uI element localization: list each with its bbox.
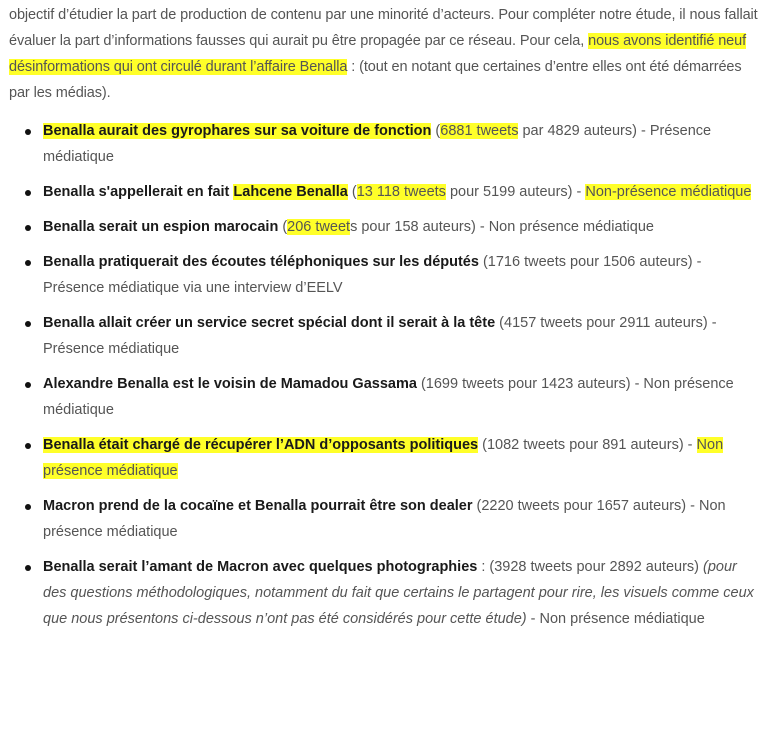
list-item [9,249,764,301]
item-title: Benalla pratiquerait des écoutes téléphoniques sur les députés [43,254,479,270]
item-title: Macron prend de la cocaïne et Benalla pourrait être son dealer [43,498,473,514]
item-tweets: 6881 tweets [440,123,519,139]
item-title: Benalla était chargé de récupérer l’ADN d’opposants politiques [43,437,479,453]
list-item [9,371,764,423]
item-details: pour 5199 auteurs) - [445,184,586,200]
item-details: (4157 tweets pour 2911 auteurs) - Présence médiatique [43,315,717,357]
item-media: Présence médiatique [43,123,712,165]
item-details: : (3928 tweets pour 2892 auteurs) [477,559,704,575]
item-details: pour 158 auteurs) - [357,219,489,235]
list-item [9,118,764,170]
item-tweets: 206 tweet [287,219,351,235]
intro-paragraph [9,2,764,106]
item-details: (1082 tweets pour 891 auteurs) - [478,437,697,453]
item-title-highlight: Lahcene Benalla [233,184,348,200]
item-note: (pour des questions méthodologiques, notamment du fait que certains le partagent pour rire, les visuels comme ceux que nous présentons ci-dessous n’ont pas été considérés pour cette étude) [43,559,754,627]
item-paren: ( [278,219,288,235]
item-title: Benalla serait l’amant de Macron avec quelques photographies [43,559,478,575]
item-media: Non-présence médiatique [585,184,752,200]
item-title: Benalla s'appellerait en fait [43,184,234,200]
item-title: Benalla serait un espion marocain [43,219,279,235]
item-title: Alexandre Benalla est le voisin de Mamadou Gassama [43,376,417,392]
list-item [9,214,764,240]
item-title: Benalla allait créer un service secret spécial dont il serait à la tête [43,315,496,331]
item-paren: ( [431,123,441,139]
list-item [9,432,764,484]
item-tweets: 13 118 tweets [356,184,446,200]
list-item [9,493,764,545]
item-media: Non présence médiatique [488,219,654,235]
item-details: (1716 tweets pour 1506 auteurs) - Présence médiatique via une interview d’EELV [43,254,702,296]
item-media: Non présence médiatique [43,437,724,479]
item-title: Benalla aurait des gyrophares sur sa voiture de fonction [43,123,432,139]
item-media: - Non présence médiatique [526,611,705,627]
intro-text: objectif d’étudier la part de production de contenu par une minorité d’acteurs. Pour compléter notre étude, il nous fallait évaluer la part d’informations fausses qui aurait pu être propagée par ce réseau. Pour cela, [9,7,758,49]
item-tweets-rest: s [350,219,358,235]
item-details: par 4829 auteurs) - [518,123,650,139]
item-details: (2220 tweets pour 1657 auteurs) - Non présence médiatique [43,498,726,540]
list-item [9,179,764,205]
intro-highlight: nous avons identifié neuf désinformations qui ont circulé durant l’affaire Benalla [9,33,747,75]
item-details: (1699 tweets pour 1423 auteurs) - Non présence médiatique [43,376,734,418]
disinformation-list [9,118,764,632]
list-item [9,554,764,632]
list-item [9,310,764,362]
intro-tail: : (tout en notant que certaines d’entre elles ont été démarrées par les médias). [9,59,742,101]
item-paren: ( [347,184,357,200]
